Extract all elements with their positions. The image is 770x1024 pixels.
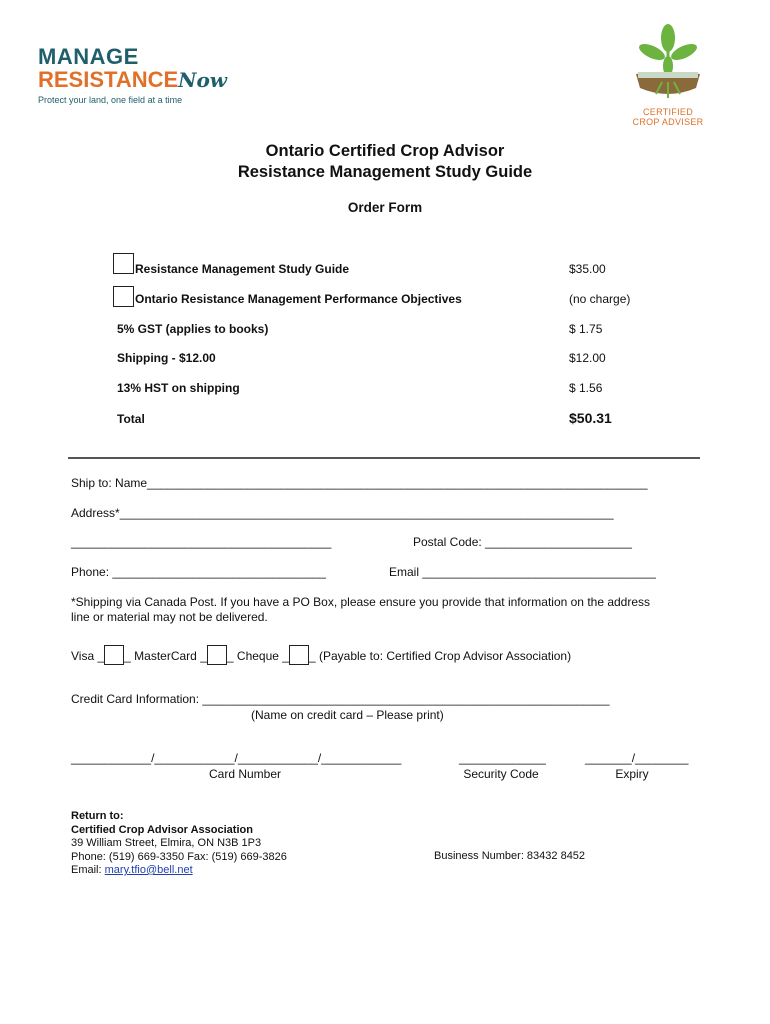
mastercard-after: _: [226, 649, 234, 663]
shipping-note-line1: *Shipping via Canada Post. If you have a PO Box, please ensure you provide that information on the address: [71, 595, 651, 609]
cca-line1: CERTIFIED: [642, 107, 694, 117]
item-gst-label: 5% GST (applies to books): [117, 322, 269, 336]
item-gst-price: $ 1.75: [569, 322, 603, 336]
logo-tagline: Protect your land, one field at a time: [38, 95, 183, 105]
logo-now: Now: [178, 68, 228, 92]
performance-objectives-checkbox[interactable]: [113, 286, 134, 307]
section-divider: [68, 457, 700, 459]
shipping-note-line2: line or material may not be delivered.: [71, 610, 268, 624]
item-total-price: $50.31: [569, 410, 612, 426]
street-address: 39 William Street, Elmira, ON N3B 1P3: [71, 837, 262, 849]
security-code-field[interactable]: _____________: [459, 751, 546, 765]
visa-after: _: [124, 649, 131, 663]
visa-label: Visa _: [71, 649, 105, 663]
cheque-checkbox[interactable]: [289, 645, 309, 665]
logo-line1: MANAGE: [38, 44, 139, 69]
item-shipping-price: $12.00: [569, 351, 606, 365]
address-field[interactable]: Address*__________________________________________________________________________: [71, 506, 614, 520]
expiry-label: Expiry: [615, 767, 649, 781]
item-hst-label: 13% HST on shipping: [117, 381, 240, 395]
phone-fax: Phone: (519) 669-3350 Fax: (519) 669-3826: [71, 850, 287, 863]
business-number: Business Number: 83432 8452: [434, 850, 586, 862]
logo-line2: RESISTANCE: [38, 67, 179, 92]
item-shipping-label: Shipping - $12.00: [117, 351, 216, 365]
item-study-guide-label: Resistance Management Study Guide: [135, 262, 350, 276]
page-title-line1: Ontario Certified Crop Advisor: [265, 142, 505, 160]
payment-options: [71, 645, 571, 665]
mastercard-checkbox[interactable]: [207, 645, 227, 665]
phone-field[interactable]: Phone: ________________________________: [71, 565, 326, 579]
email-link[interactable]: mary.tfio@bell.net: [104, 864, 193, 876]
card-number-label: Card Number: [208, 767, 282, 781]
organization-name: Certified Crop Advisor Association: [71, 823, 253, 836]
item-objectives-price: (no charge): [569, 292, 631, 306]
item-objectives-label: Ontario Resistance Management Performance Objectives: [135, 292, 462, 306]
email-field[interactable]: Email ___________________________________: [389, 565, 656, 579]
item-hst-price: $ 1.56: [569, 381, 603, 395]
order-form-title: Order Form: [347, 200, 423, 215]
page-title-line2: Resistance Management Study Guide: [237, 163, 533, 181]
item-total-label: Total: [117, 412, 145, 426]
card-number-field[interactable]: ____________/____________/____________/____________: [71, 751, 402, 765]
certified-crop-adviser-logo: [626, 22, 710, 127]
credit-card-info-field[interactable]: Credit Card Information: _____________________________________________________________: [71, 692, 610, 706]
cca-line2: CROP ADVISER: [632, 117, 704, 127]
item-study-guide-price: $35.00: [569, 262, 606, 276]
payable-to-note: (Payable to: Certified Crop Advisor Association): [318, 649, 572, 663]
name-on-card-label: (Name on credit card – Please print): [251, 708, 444, 722]
visa-checkbox[interactable]: [104, 645, 124, 665]
return-address: [71, 810, 287, 878]
address-line2-field[interactable]: _______________________________________: [71, 535, 332, 549]
expiry-field[interactable]: _______/________: [585, 751, 689, 765]
ship-to-name-field[interactable]: Ship to: Name___________________________________________________________________________: [71, 476, 648, 490]
plant-icon: [626, 22, 710, 102]
return-to-label: Return to:: [71, 810, 124, 822]
security-code-label: Security Code: [463, 767, 539, 781]
mastercard-label: MasterCard _: [134, 649, 207, 663]
manage-resistance-logo: [38, 46, 227, 105]
cheque-after: _: [308, 649, 316, 663]
email-label: Email:: [71, 864, 105, 876]
study-guide-checkbox[interactable]: [113, 253, 134, 274]
cheque-label: Cheque _: [236, 649, 289, 663]
postal-code-field[interactable]: Postal Code: ______________________: [413, 535, 632, 549]
